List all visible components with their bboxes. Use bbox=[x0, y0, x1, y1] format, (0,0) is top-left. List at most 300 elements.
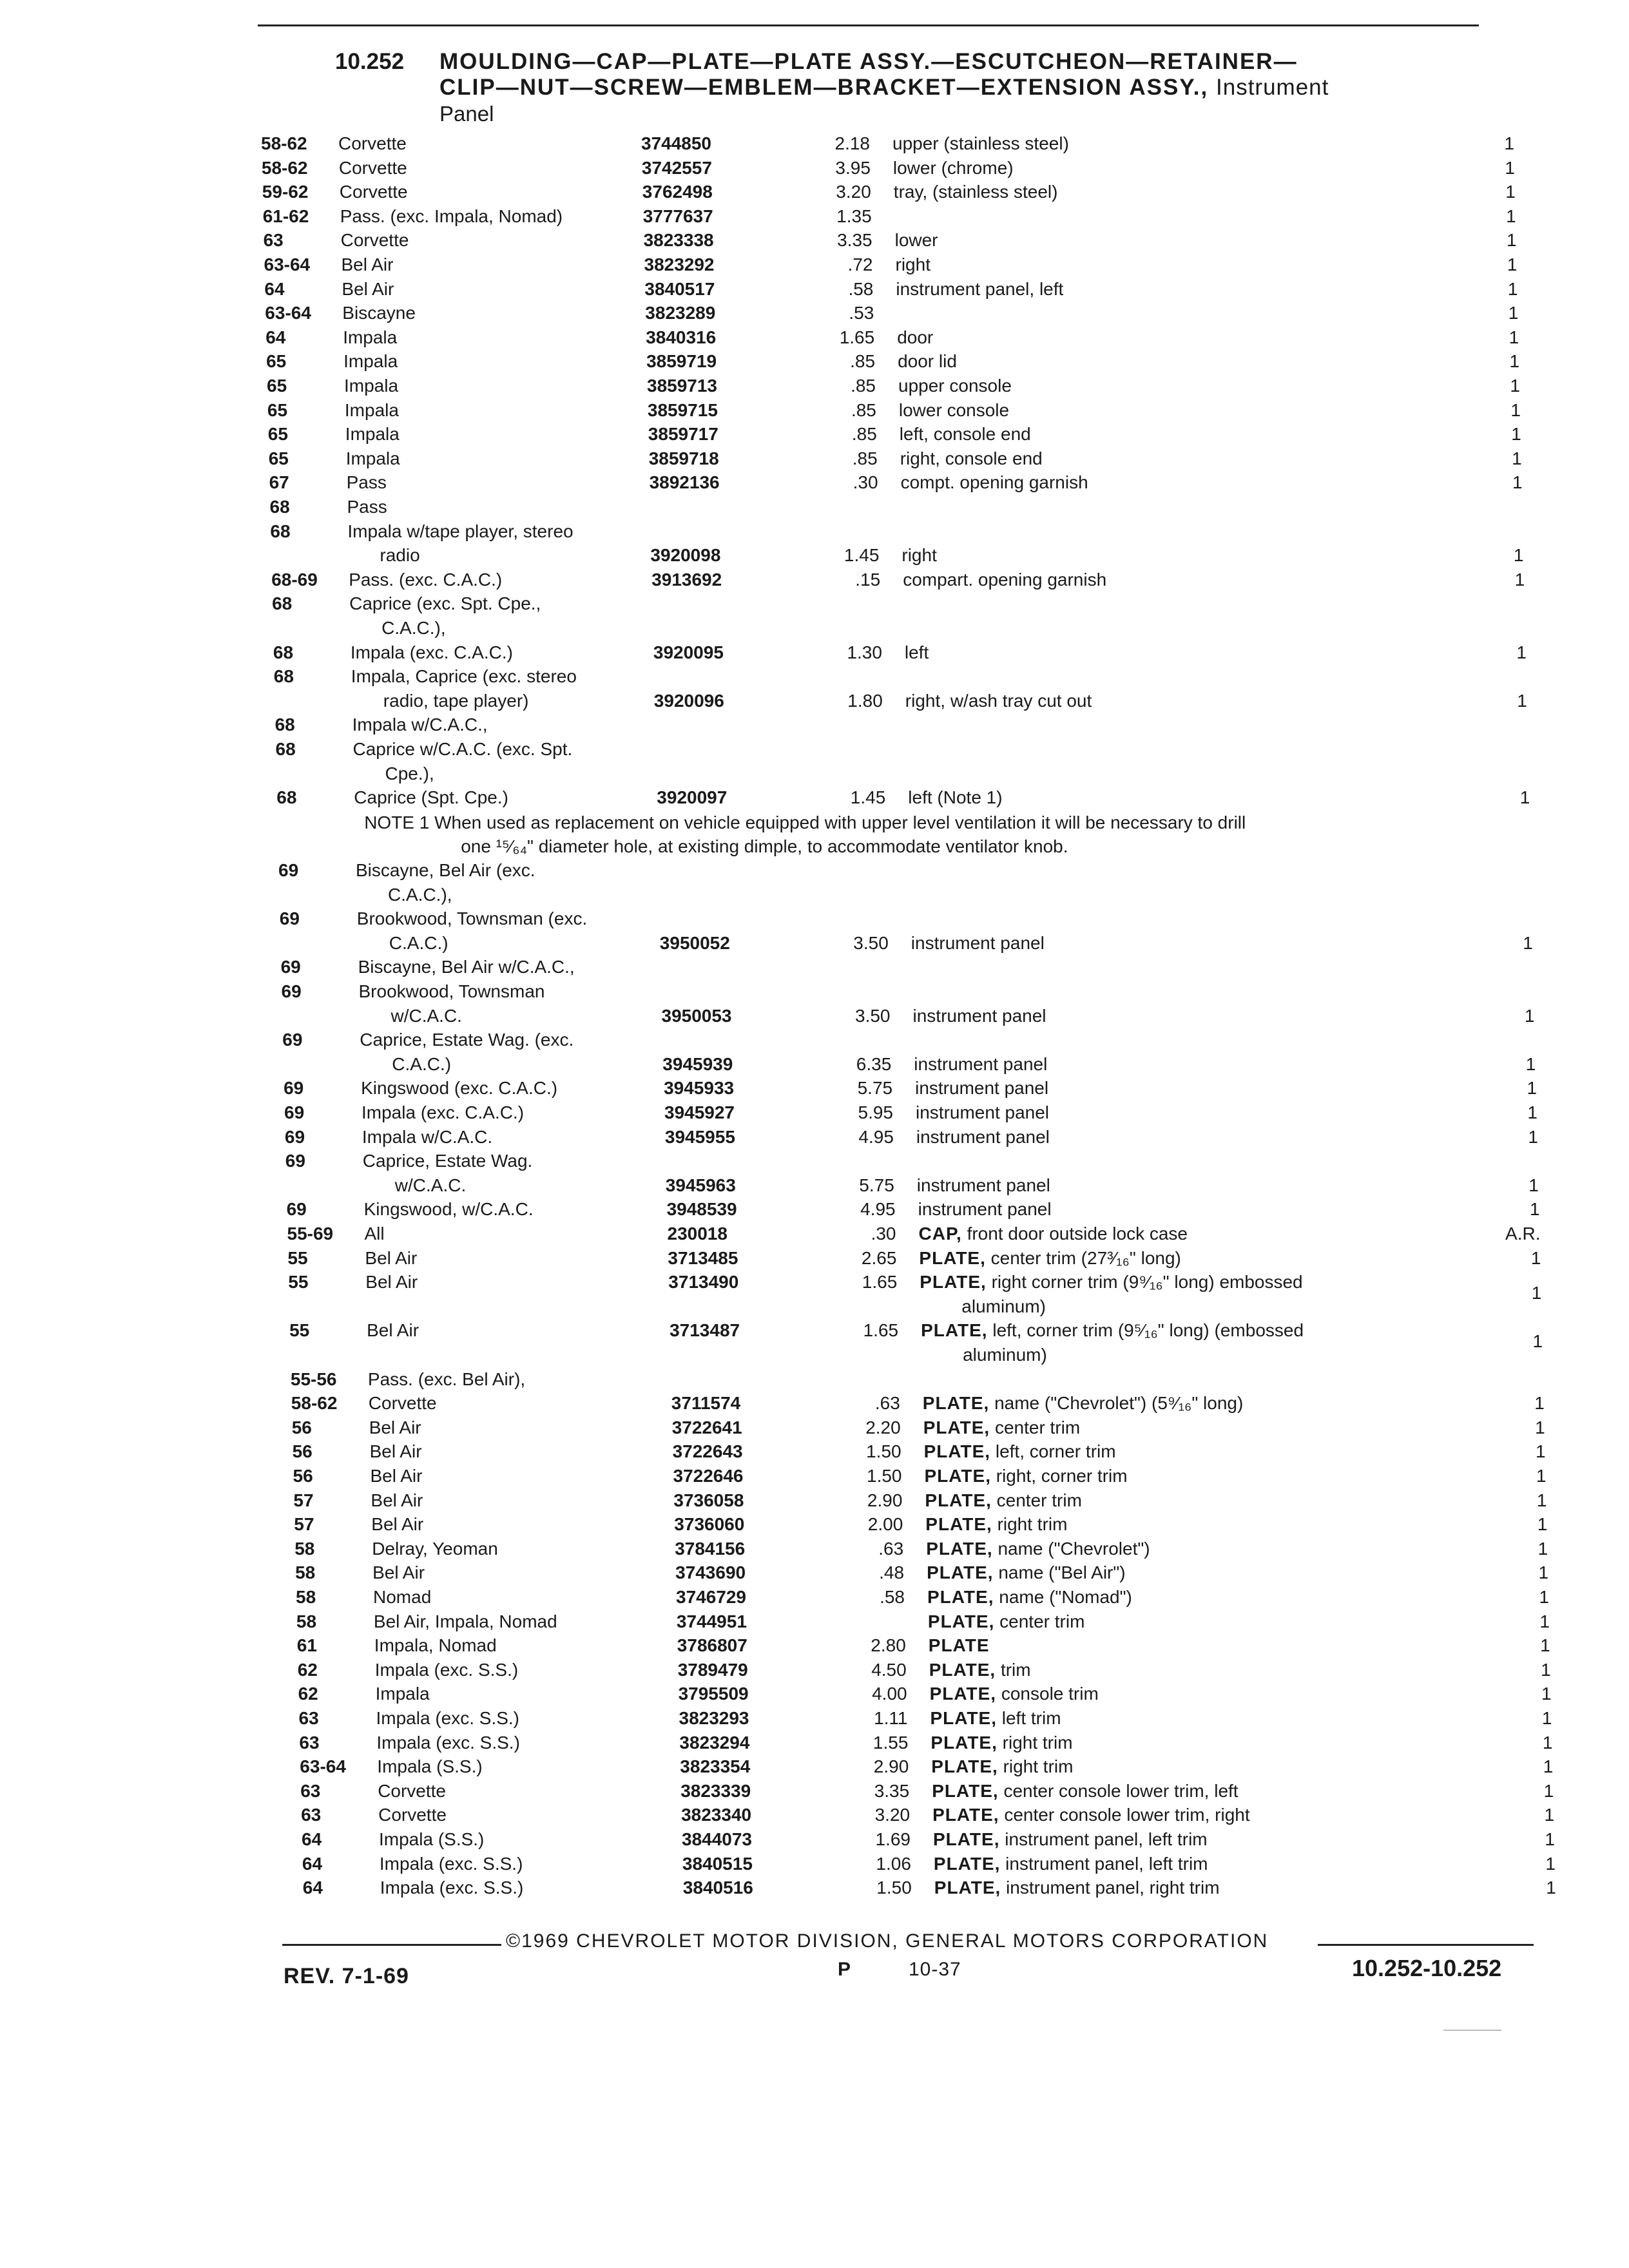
part-number: 3746729 bbox=[676, 1587, 747, 1607]
model-name-continued: radio, tape player) bbox=[383, 690, 529, 711]
model-year: 69 bbox=[281, 981, 302, 1001]
description-text: lower (chrome) bbox=[892, 157, 1014, 178]
price: 1.11 bbox=[874, 1708, 908, 1728]
description-keyword: PLATE, bbox=[927, 1562, 994, 1583]
description bbox=[934, 1852, 1208, 1876]
page-code: P bbox=[838, 1959, 851, 1980]
model-name: Impala (exc. S.S.) bbox=[379, 1853, 523, 1874]
part-number: 3844073 bbox=[682, 1829, 753, 1849]
model-name: Caprice w/C.A.C. (exc. Spt. bbox=[352, 739, 573, 759]
part-number: 3823339 bbox=[680, 1780, 751, 1801]
model-year: 68 bbox=[273, 642, 294, 662]
description-keyword: PLATE, bbox=[923, 1417, 990, 1437]
quantity: 1 bbox=[1537, 1538, 1548, 1559]
model-year: 59-62 bbox=[262, 182, 309, 202]
description-text: instrument panel bbox=[915, 1078, 1049, 1099]
description-text: name ("Chevrolet") (5⁹⁄₁₆" long) bbox=[994, 1393, 1244, 1414]
description-text: right trim bbox=[1003, 1756, 1074, 1777]
price: .85 bbox=[851, 424, 877, 445]
part-number: 3945939 bbox=[662, 1053, 733, 1074]
model-year: 67 bbox=[269, 472, 289, 493]
description bbox=[903, 568, 1106, 591]
quantity: 1 bbox=[1505, 182, 1516, 202]
part-number: 3945955 bbox=[664, 1126, 735, 1147]
model-year: 55-69 bbox=[287, 1224, 334, 1244]
model-name: Biscayne bbox=[342, 303, 416, 323]
model-year: 64 bbox=[264, 278, 285, 299]
description bbox=[930, 1731, 1072, 1754]
description bbox=[917, 1174, 1050, 1197]
description-text: center trim bbox=[994, 1417, 1081, 1437]
model-year: 63 bbox=[263, 230, 284, 251]
model-year: 68 bbox=[272, 593, 293, 614]
description-text: compt. opening garnish bbox=[900, 472, 1088, 493]
description-keyword: PLATE, bbox=[926, 1538, 993, 1559]
quantity: 1 bbox=[1516, 642, 1527, 662]
description-keyword: PLATE, bbox=[933, 1829, 1000, 1849]
price: 4.50 bbox=[871, 1659, 907, 1680]
model-name: Corvette bbox=[368, 1393, 437, 1414]
model-year: 69 bbox=[284, 1102, 305, 1122]
part-number: 3713490 bbox=[668, 1272, 739, 1293]
description bbox=[914, 1053, 1047, 1076]
description bbox=[928, 1610, 1085, 1633]
description-text: lower console bbox=[898, 399, 1010, 420]
description-text: right trim bbox=[997, 1514, 1068, 1535]
price: 3.50 bbox=[853, 932, 889, 953]
model-year: 61-62 bbox=[262, 206, 309, 226]
quantity: 1 bbox=[1509, 327, 1519, 347]
section-range: 10.252-10.252 bbox=[1352, 1955, 1502, 1981]
model-name: Impala, Nomad bbox=[374, 1635, 497, 1656]
part-number: 3744850 bbox=[641, 133, 712, 153]
model-year: 58 bbox=[294, 1538, 315, 1559]
part-number: 3950052 bbox=[659, 932, 730, 953]
part-number: 3892136 bbox=[649, 472, 720, 493]
model-name-continued: radio bbox=[380, 545, 420, 566]
part-number: 3840517 bbox=[644, 278, 715, 299]
part-number: 3859717 bbox=[648, 424, 718, 445]
model-name: Corvette bbox=[378, 1780, 447, 1801]
model-name: Bel Air bbox=[372, 1562, 425, 1583]
quantity: 1 bbox=[1541, 1708, 1552, 1728]
model-name: Caprice (Spt. Cpe.) bbox=[354, 787, 508, 808]
description bbox=[921, 1319, 1304, 1342]
model-name: Caprice, Estate Wag. (exc. bbox=[360, 1030, 574, 1050]
model-name: Bel Air bbox=[342, 278, 394, 299]
description-text: instrument panel bbox=[916, 1102, 1050, 1122]
price: 5.95 bbox=[858, 1102, 893, 1122]
description-text: instrument panel bbox=[916, 1175, 1050, 1195]
description-text: left, corner trim (9⁵⁄₁₆" long) (embossed bbox=[992, 1320, 1304, 1341]
model-year: 68 bbox=[275, 739, 296, 759]
description-keyword: PLATE, bbox=[922, 1393, 990, 1414]
description bbox=[923, 1416, 1081, 1439]
part-number: 3777637 bbox=[642, 206, 713, 226]
description-text: door lid bbox=[898, 351, 957, 372]
part-number: 3859719 bbox=[646, 351, 717, 372]
quantity: 1 bbox=[1510, 399, 1521, 420]
note-line-1: NOTE 1 When used as replacement on vehicle equipped with upper level ventilation it will be necessary to drill bbox=[364, 812, 1246, 832]
description bbox=[925, 1513, 1067, 1536]
part-number: 3859713 bbox=[647, 376, 718, 396]
description-text: tray, (stainless steel) bbox=[893, 182, 1058, 202]
description-text: trim bbox=[1000, 1659, 1031, 1680]
part-number: 3950053 bbox=[661, 1005, 732, 1026]
model-name: Corvette bbox=[338, 133, 407, 153]
description bbox=[892, 132, 1069, 155]
description-keyword: PLATE, bbox=[924, 1466, 991, 1486]
description-keyword: PLATE, bbox=[930, 1732, 998, 1753]
price: 1.65 bbox=[862, 1272, 898, 1293]
part-number: 3736058 bbox=[673, 1490, 744, 1510]
quantity: 1 bbox=[1523, 932, 1533, 953]
quantity: 1 bbox=[1536, 1490, 1547, 1510]
description bbox=[908, 786, 1002, 809]
part-number: 3743690 bbox=[675, 1562, 746, 1583]
part-number: 3840316 bbox=[646, 327, 717, 347]
quantity: 1 bbox=[1545, 1829, 1555, 1849]
heading-subtitle: Instrument bbox=[1216, 75, 1329, 100]
quantity: 1 bbox=[1506, 206, 1516, 226]
price: 5.75 bbox=[857, 1078, 893, 1099]
quantity: 1 bbox=[1512, 472, 1523, 493]
price: 4.00 bbox=[872, 1684, 907, 1704]
part-number: 3795509 bbox=[678, 1684, 749, 1704]
quantity: 1 bbox=[1527, 1102, 1537, 1122]
price: .72 bbox=[847, 255, 873, 274]
description-text: upper (stainless steel) bbox=[892, 133, 1069, 153]
part-number: 3789479 bbox=[677, 1659, 748, 1680]
model-name: Corvette bbox=[378, 1805, 447, 1825]
quantity: 1 bbox=[1543, 1756, 1554, 1777]
description-keyword: PLATE, bbox=[929, 1659, 996, 1680]
description-keyword: PLATE, bbox=[923, 1441, 991, 1462]
model-year: 58 bbox=[295, 1562, 316, 1583]
description bbox=[929, 1658, 1031, 1682]
price: 3.20 bbox=[836, 182, 871, 202]
part-number: 3840515 bbox=[682, 1853, 753, 1874]
quantity: 1 bbox=[1527, 1078, 1537, 1099]
price: 1.45 bbox=[843, 545, 880, 566]
quantity: 1 bbox=[1540, 1635, 1550, 1656]
quantity: 1 bbox=[1514, 569, 1525, 590]
quantity: 1 bbox=[1508, 303, 1519, 323]
section-number: 10.252 bbox=[335, 49, 405, 74]
description-text: left bbox=[904, 642, 929, 662]
quantity: 1 bbox=[1528, 1175, 1539, 1195]
price: 2.65 bbox=[861, 1247, 897, 1268]
revision-date: REV. 7-1-69 bbox=[284, 1964, 409, 1988]
price: .85 bbox=[851, 399, 876, 420]
price: .30 bbox=[871, 1224, 896, 1244]
description-text: instrument panel bbox=[914, 1053, 1048, 1074]
price: 1.45 bbox=[850, 787, 886, 808]
part-number: 3711574 bbox=[671, 1393, 741, 1414]
model-name-continued: C.A.C.) bbox=[392, 1053, 452, 1074]
model-year: 68-69 bbox=[271, 569, 318, 590]
part-number: 3736060 bbox=[674, 1514, 745, 1535]
price: 6.35 bbox=[856, 1053, 892, 1074]
note-line-2: one ¹⁵⁄₆₄" diameter hole, at existing dimple, to accommodate ventilator knob. bbox=[461, 836, 1068, 857]
model-name: Impala (exc. C.A.C.) bbox=[361, 1102, 525, 1122]
model-name: Bel Air bbox=[365, 1272, 418, 1293]
model-name: Brookwood, Townsman bbox=[358, 981, 545, 1001]
part-number: 3823293 bbox=[679, 1708, 749, 1728]
model-name-continued: C.A.C.) bbox=[389, 932, 448, 953]
description bbox=[930, 1707, 1061, 1730]
model-name: Impala (S.S.) bbox=[379, 1829, 485, 1849]
model-year: 65 bbox=[268, 448, 289, 468]
price: 4.95 bbox=[858, 1126, 894, 1147]
quantity: 1 bbox=[1536, 1466, 1547, 1486]
model-year: 58-62 bbox=[291, 1393, 338, 1414]
model-name: Kingswood (exc. C.A.C.) bbox=[361, 1078, 558, 1099]
description-continued: aluminum) bbox=[963, 1344, 1047, 1365]
description-text: center trim (27³⁄₁₆" long) bbox=[990, 1247, 1181, 1268]
price: .58 bbox=[848, 278, 874, 299]
quantity: 1 bbox=[1542, 1732, 1553, 1753]
quantity: 1 bbox=[1507, 230, 1517, 251]
quantity: 1 bbox=[1541, 1684, 1552, 1704]
quantity: 1 bbox=[1507, 278, 1518, 299]
model-year: 55 bbox=[287, 1247, 308, 1268]
model-year: 69 bbox=[278, 860, 299, 880]
model-name-continued: C.A.C.), bbox=[388, 884, 452, 905]
part-number: 3948539 bbox=[666, 1199, 737, 1220]
model-name: Impala (exc. S.S.) bbox=[374, 1659, 519, 1680]
part-number: 3859715 bbox=[647, 399, 718, 420]
quantity: 1 bbox=[1538, 1562, 1549, 1583]
description-text: instrument panel bbox=[918, 1199, 1052, 1220]
description-text: instrument panel, left trim bbox=[1005, 1853, 1208, 1874]
quantity: 1 bbox=[1545, 1853, 1556, 1874]
part-number: 3823292 bbox=[644, 255, 715, 274]
description-text: instrument panel, left bbox=[896, 278, 1064, 299]
description-keyword: PLATE, bbox=[932, 1805, 999, 1825]
model-name: Brookwood, Townsman (exc. bbox=[356, 908, 588, 929]
description-keyword: PLATE, bbox=[931, 1756, 998, 1777]
heading-line-3: Panel bbox=[439, 102, 494, 126]
model-year: 63 bbox=[299, 1732, 320, 1753]
model-year: 63-64 bbox=[265, 303, 311, 323]
model-year: 69 bbox=[279, 908, 300, 929]
model-year: 68 bbox=[273, 666, 294, 687]
description bbox=[911, 932, 1045, 955]
price: 1.65 bbox=[839, 327, 875, 347]
description-text: instrument panel, right trim bbox=[1006, 1878, 1220, 1898]
model-year: 62 bbox=[297, 1659, 318, 1680]
description-keyword: PLATE, bbox=[920, 1272, 987, 1293]
footer-rule-left bbox=[282, 1944, 501, 1946]
price: 1.50 bbox=[876, 1878, 912, 1898]
price: .85 bbox=[851, 376, 876, 396]
model-year: 55-56 bbox=[290, 1369, 337, 1389]
quantity: 1 bbox=[1505, 157, 1515, 178]
description-text: right, console end bbox=[900, 448, 1043, 468]
description-keyword: PLATE, bbox=[929, 1684, 997, 1704]
model-year: 58-62 bbox=[261, 133, 307, 153]
model-name: Biscayne, Bel Air (exc. bbox=[356, 860, 535, 880]
description bbox=[929, 1634, 990, 1657]
description bbox=[932, 1780, 1238, 1803]
model-name: Impala bbox=[344, 399, 399, 420]
part-number: 3823289 bbox=[645, 303, 716, 323]
price: .58 bbox=[880, 1587, 905, 1607]
model-year: 65 bbox=[266, 351, 287, 372]
model-name: Bel Air bbox=[341, 255, 394, 274]
model-name: Pass bbox=[347, 497, 387, 517]
copyright-text: ©1969 CHEVROLET MOTOR DIVISION, GENERAL MOTORS CORPORATION bbox=[506, 1930, 1269, 1952]
heading-line-2-text: CLIP—NUT—SCREW—EMBLEM—BRACKET—EXTENSION ASSY., bbox=[439, 75, 1209, 100]
quantity: 1 bbox=[1532, 1331, 1543, 1352]
quantity: 1 bbox=[1530, 1247, 1541, 1268]
model-year: 69 bbox=[284, 1078, 304, 1099]
model-name: Bel Air, Impala, Nomad bbox=[373, 1611, 557, 1631]
description bbox=[927, 1561, 1126, 1584]
model-year: 69 bbox=[284, 1126, 305, 1147]
price: 2.90 bbox=[867, 1490, 903, 1510]
quantity: 1 bbox=[1541, 1659, 1551, 1680]
description-text: instrument panel bbox=[912, 1005, 1046, 1026]
description-keyword: PLATE, bbox=[927, 1587, 994, 1607]
part-number: 230018 bbox=[667, 1224, 728, 1244]
model-year: 58 bbox=[296, 1611, 317, 1631]
price: 4.95 bbox=[860, 1199, 896, 1220]
model-name: Corvette bbox=[340, 230, 409, 251]
description-text: left, console end bbox=[899, 424, 1031, 445]
price: 1.50 bbox=[867, 1466, 902, 1486]
description bbox=[933, 1828, 1208, 1851]
model-name: Impala bbox=[343, 351, 398, 372]
description-text: right, w/ash tray cut out bbox=[905, 690, 1092, 711]
price: 1.30 bbox=[847, 642, 882, 662]
description bbox=[919, 1247, 1181, 1270]
part-number: 3744951 bbox=[676, 1611, 747, 1631]
model-name: Impala (S.S.) bbox=[377, 1756, 483, 1777]
description bbox=[918, 1198, 1052, 1221]
quantity: 1 bbox=[1524, 1005, 1535, 1026]
model-name: Bel Air bbox=[365, 1247, 418, 1268]
quantity: 1 bbox=[1535, 1417, 1545, 1437]
model-name: Impala (exc. S.S.) bbox=[376, 1732, 520, 1753]
description bbox=[925, 1465, 1128, 1488]
part-number: 3762498 bbox=[642, 182, 713, 202]
price: 3.35 bbox=[837, 230, 872, 251]
model-name: Impala bbox=[345, 448, 400, 468]
model-name: Corvette bbox=[338, 157, 407, 178]
model-name: Biscayne, Bel Air w/C.A.C., bbox=[358, 957, 575, 977]
model-year: 62 bbox=[298, 1684, 318, 1704]
footer-rule-right bbox=[1318, 1944, 1534, 1946]
quantity: 1 bbox=[1504, 133, 1514, 153]
description-keyword: PLATE, bbox=[925, 1490, 992, 1510]
description bbox=[931, 1755, 1073, 1778]
price: 2.18 bbox=[834, 133, 870, 153]
description-keyword: CAP, bbox=[918, 1224, 962, 1244]
model-year: 55 bbox=[289, 1320, 310, 1341]
model-name: Kingswood, w/C.A.C. bbox=[363, 1199, 534, 1220]
description bbox=[934, 1876, 1220, 1899]
price: .63 bbox=[874, 1393, 900, 1414]
model-year: 63-64 bbox=[264, 255, 311, 274]
price: .15 bbox=[855, 569, 881, 590]
model-year: 65 bbox=[267, 424, 288, 445]
model-name: Impala, Caprice (exc. stereo bbox=[351, 666, 577, 687]
part-number: 3823338 bbox=[643, 230, 714, 251]
model-name: Bel Air bbox=[371, 1490, 423, 1510]
description-text: front door outside lock case bbox=[967, 1224, 1188, 1244]
description-text: name ("Bel Air") bbox=[998, 1562, 1126, 1583]
quantity: 1 bbox=[1544, 1805, 1555, 1825]
description-text: center trim bbox=[996, 1490, 1082, 1510]
model-name: Bel Air bbox=[370, 1466, 423, 1486]
model-name: Impala bbox=[344, 376, 399, 396]
model-year: 64 bbox=[302, 1829, 322, 1849]
description-keyword: PLATE, bbox=[934, 1878, 1001, 1898]
description-text: instrument panel, left trim bbox=[1005, 1829, 1208, 1849]
model-year: 69 bbox=[286, 1199, 307, 1220]
model-name: All bbox=[364, 1224, 385, 1244]
description-text: console trim bbox=[1001, 1684, 1099, 1704]
model-name: Caprice (exc. Spt. Cpe., bbox=[349, 593, 541, 614]
description-keyword: PLATE, bbox=[930, 1708, 997, 1728]
price: .30 bbox=[853, 472, 878, 493]
description bbox=[894, 180, 1058, 204]
part-number: 3713485 bbox=[668, 1247, 738, 1268]
description bbox=[930, 1682, 1099, 1706]
description bbox=[915, 1077, 1048, 1100]
part-number: 3945933 bbox=[664, 1078, 735, 1099]
price: 1.69 bbox=[875, 1829, 911, 1849]
description bbox=[898, 374, 1012, 398]
description bbox=[905, 641, 929, 664]
part-number: 3913692 bbox=[651, 569, 722, 590]
part-number: 3945963 bbox=[665, 1175, 736, 1195]
description-keyword: PLATE, bbox=[925, 1514, 992, 1535]
quantity: 1 bbox=[1528, 1126, 1538, 1147]
model-name: Impala (exc. C.A.C.) bbox=[350, 642, 513, 662]
description bbox=[897, 326, 933, 349]
quantity: 1 bbox=[1513, 545, 1524, 566]
part-number: 3713487 bbox=[670, 1320, 740, 1341]
quantity: 1 bbox=[1509, 351, 1520, 372]
description bbox=[916, 1101, 1049, 1124]
description-text: name ("Nomad") bbox=[999, 1587, 1132, 1607]
part-number: 3840516 bbox=[682, 1878, 753, 1898]
description bbox=[916, 1126, 1050, 1149]
price: .63 bbox=[878, 1538, 904, 1559]
description-text: right, corner trim bbox=[996, 1466, 1128, 1486]
description-continued: aluminum) bbox=[961, 1296, 1046, 1316]
model-year: 56 bbox=[291, 1417, 312, 1437]
part-number: 3859718 bbox=[648, 448, 719, 468]
model-name-continued: w/C.A.C. bbox=[390, 1005, 462, 1026]
model-year: 69 bbox=[280, 957, 301, 977]
description-keyword: PLATE, bbox=[933, 1853, 1001, 1874]
model-year: 57 bbox=[294, 1514, 314, 1535]
quantity: 1 bbox=[1511, 424, 1521, 445]
part-number: 3823340 bbox=[681, 1805, 752, 1825]
part-number: 3722641 bbox=[671, 1417, 742, 1437]
description bbox=[923, 1392, 1244, 1415]
price: 5.75 bbox=[859, 1175, 894, 1195]
description-text: right corner trim (9⁹⁄₁₆" long) embossed bbox=[991, 1272, 1303, 1293]
quantity: 1 bbox=[1510, 376, 1520, 396]
description-text: compart. opening garnish bbox=[903, 569, 1107, 590]
description bbox=[898, 350, 957, 373]
model-name-continued: C.A.C.), bbox=[381, 617, 446, 638]
